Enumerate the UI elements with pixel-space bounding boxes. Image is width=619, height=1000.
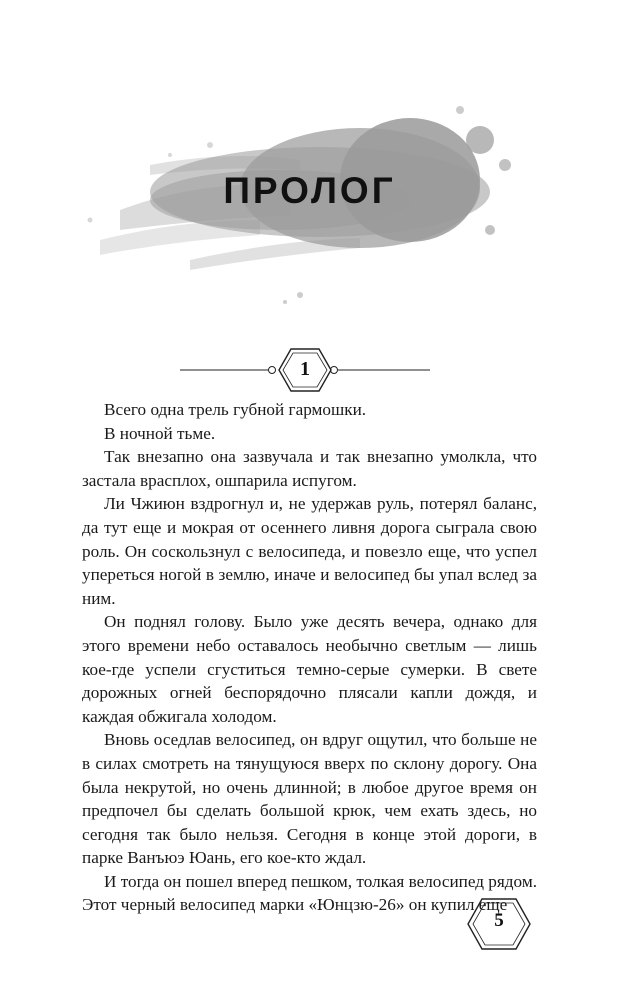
paragraph: И тогда он пошел вперед пешком, толкая велосипед рядом. Этот черный велосипед марки «Юнцзю-26» он купил еще xyxy=(82,871,537,915)
paragraph: Вновь оседлав велосипед, он вдруг ощутил, что больше не в силах смотреть на тянущуюся вверх по склону дорогу. Она была некрутой, но очень длинной; в любое другое время он предпочел бы сделать большой крюк, чем ехать здесь, но сегодня так было нельзя. Сегодня в конце этой дороги, в парке Ванъюэ Юань, его кое-кто ждал. xyxy=(82,730,537,868)
chapter-title: ПРОЛОГ xyxy=(223,170,396,211)
page-number: 5 xyxy=(494,910,504,931)
paragraph: Ли Чжиюн вздрогнул и, не удержав руль, потерял баланс, да тут еще и мокрая от осеннего ливня дорога сыграла свою роль. Он соскользнул с велосипеда, и повезло еще, что успел упереться ногой в землю, иначе и велосипед бы упал вслед за ним. xyxy=(82,494,537,608)
body-text xyxy=(82,398,537,917)
paragraph: Всего одна трель губной гармошки. xyxy=(104,400,367,419)
paragraph: Он поднял голову. Было уже десять вечера, однако для этого времени небо оставалось необычно светлым — лишь кое-где успели сгуститься темно-серые сумерки. В свете дорожных огней беспорядочно плясали капли дождя, и каждая обжигала холодом. xyxy=(82,612,537,726)
paragraph: Так внезапно она зазвучала и так внезапно умолкла, что застала врасплох, ошпарила испугом. xyxy=(82,447,537,490)
section-number: 1 xyxy=(300,358,310,380)
paragraph: В ночной тьме. xyxy=(104,423,216,443)
